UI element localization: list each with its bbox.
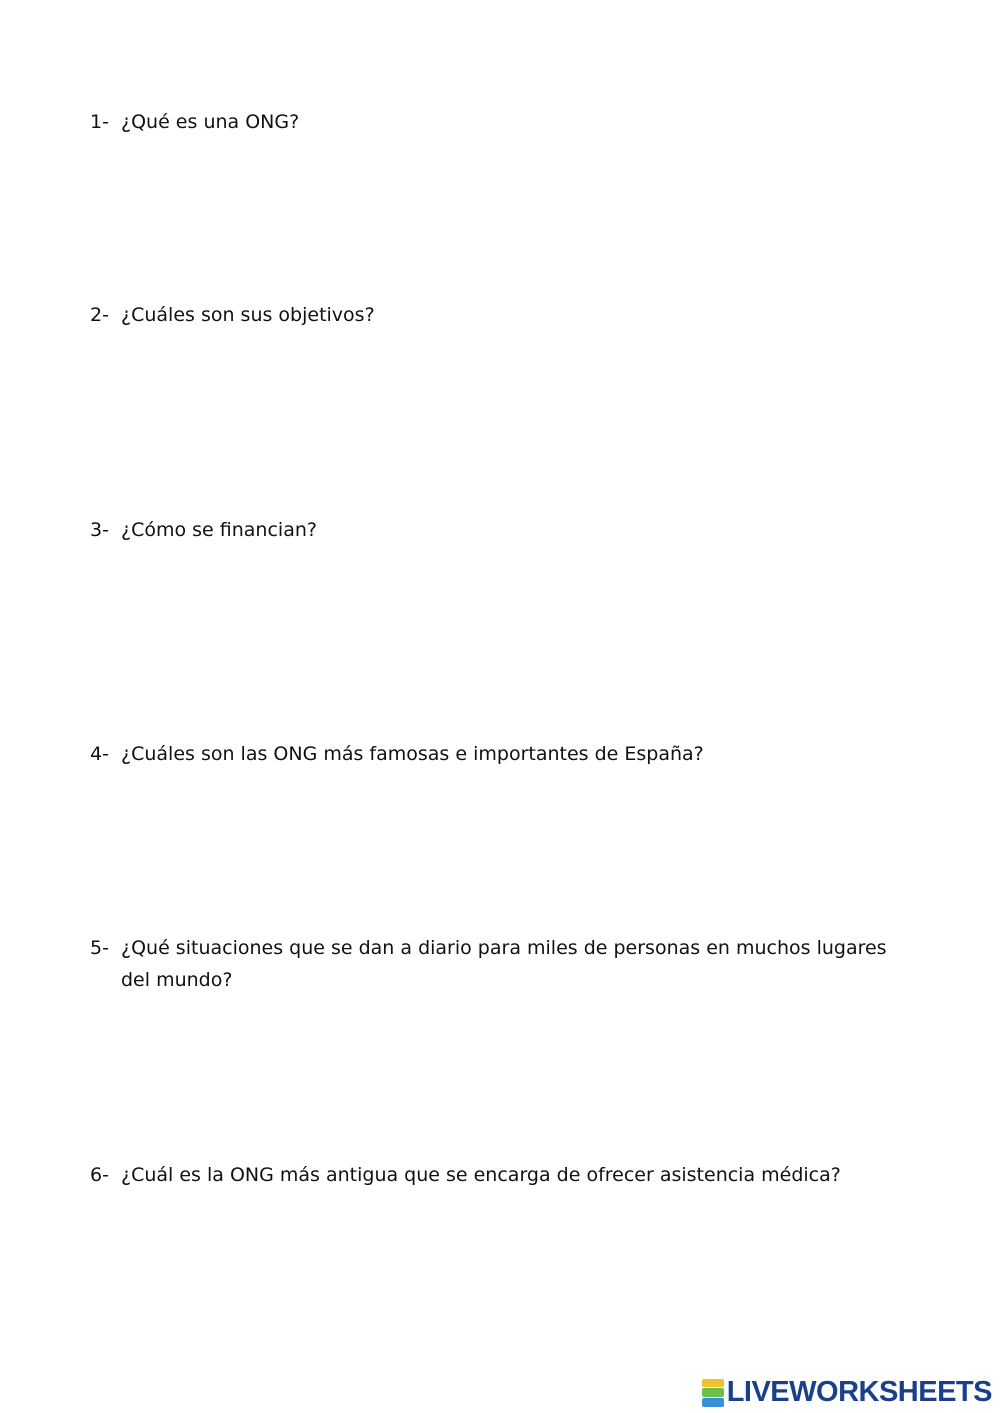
question-text: ¿Qué situaciones que se dan a diario para miles de personas en muchos lugares del mundo?: [121, 937, 887, 991]
question-number: 6-: [90, 1164, 109, 1186]
question-text: ¿Cuáles son sus objetivos?: [121, 304, 375, 326]
logo-text: LIVEWORKSHEETS: [726, 1376, 992, 1408]
question-number: 3-: [90, 519, 109, 541]
question-text: ¿Qué es una ONG?: [121, 111, 300, 133]
question-3: [90, 514, 910, 546]
badge-block-green: [702, 1388, 724, 1397]
question-text: ¿Cuál es la ONG más antigua que se encarga de ofrecer asistencia médica?: [121, 1164, 841, 1186]
question-1: [90, 106, 910, 138]
badge-block-yellow: [702, 1379, 724, 1388]
question-4: [90, 738, 910, 770]
question-number: 2-: [90, 304, 109, 326]
liveworksheets-logo: [702, 1378, 992, 1407]
question-5: [90, 932, 910, 996]
question-number: 5-: [90, 937, 109, 959]
question-number: 1-: [90, 111, 109, 133]
question-text: ¿Cuáles son las ONG más famosas e importantes de España?: [121, 743, 704, 765]
badge-block-blue: [702, 1398, 724, 1407]
question-6: [90, 1159, 910, 1191]
logo-badge-icon: [702, 1379, 724, 1407]
question-text: ¿Cómo se financian?: [121, 519, 317, 541]
question-number: 4-: [90, 743, 109, 765]
question-2: [90, 299, 910, 331]
